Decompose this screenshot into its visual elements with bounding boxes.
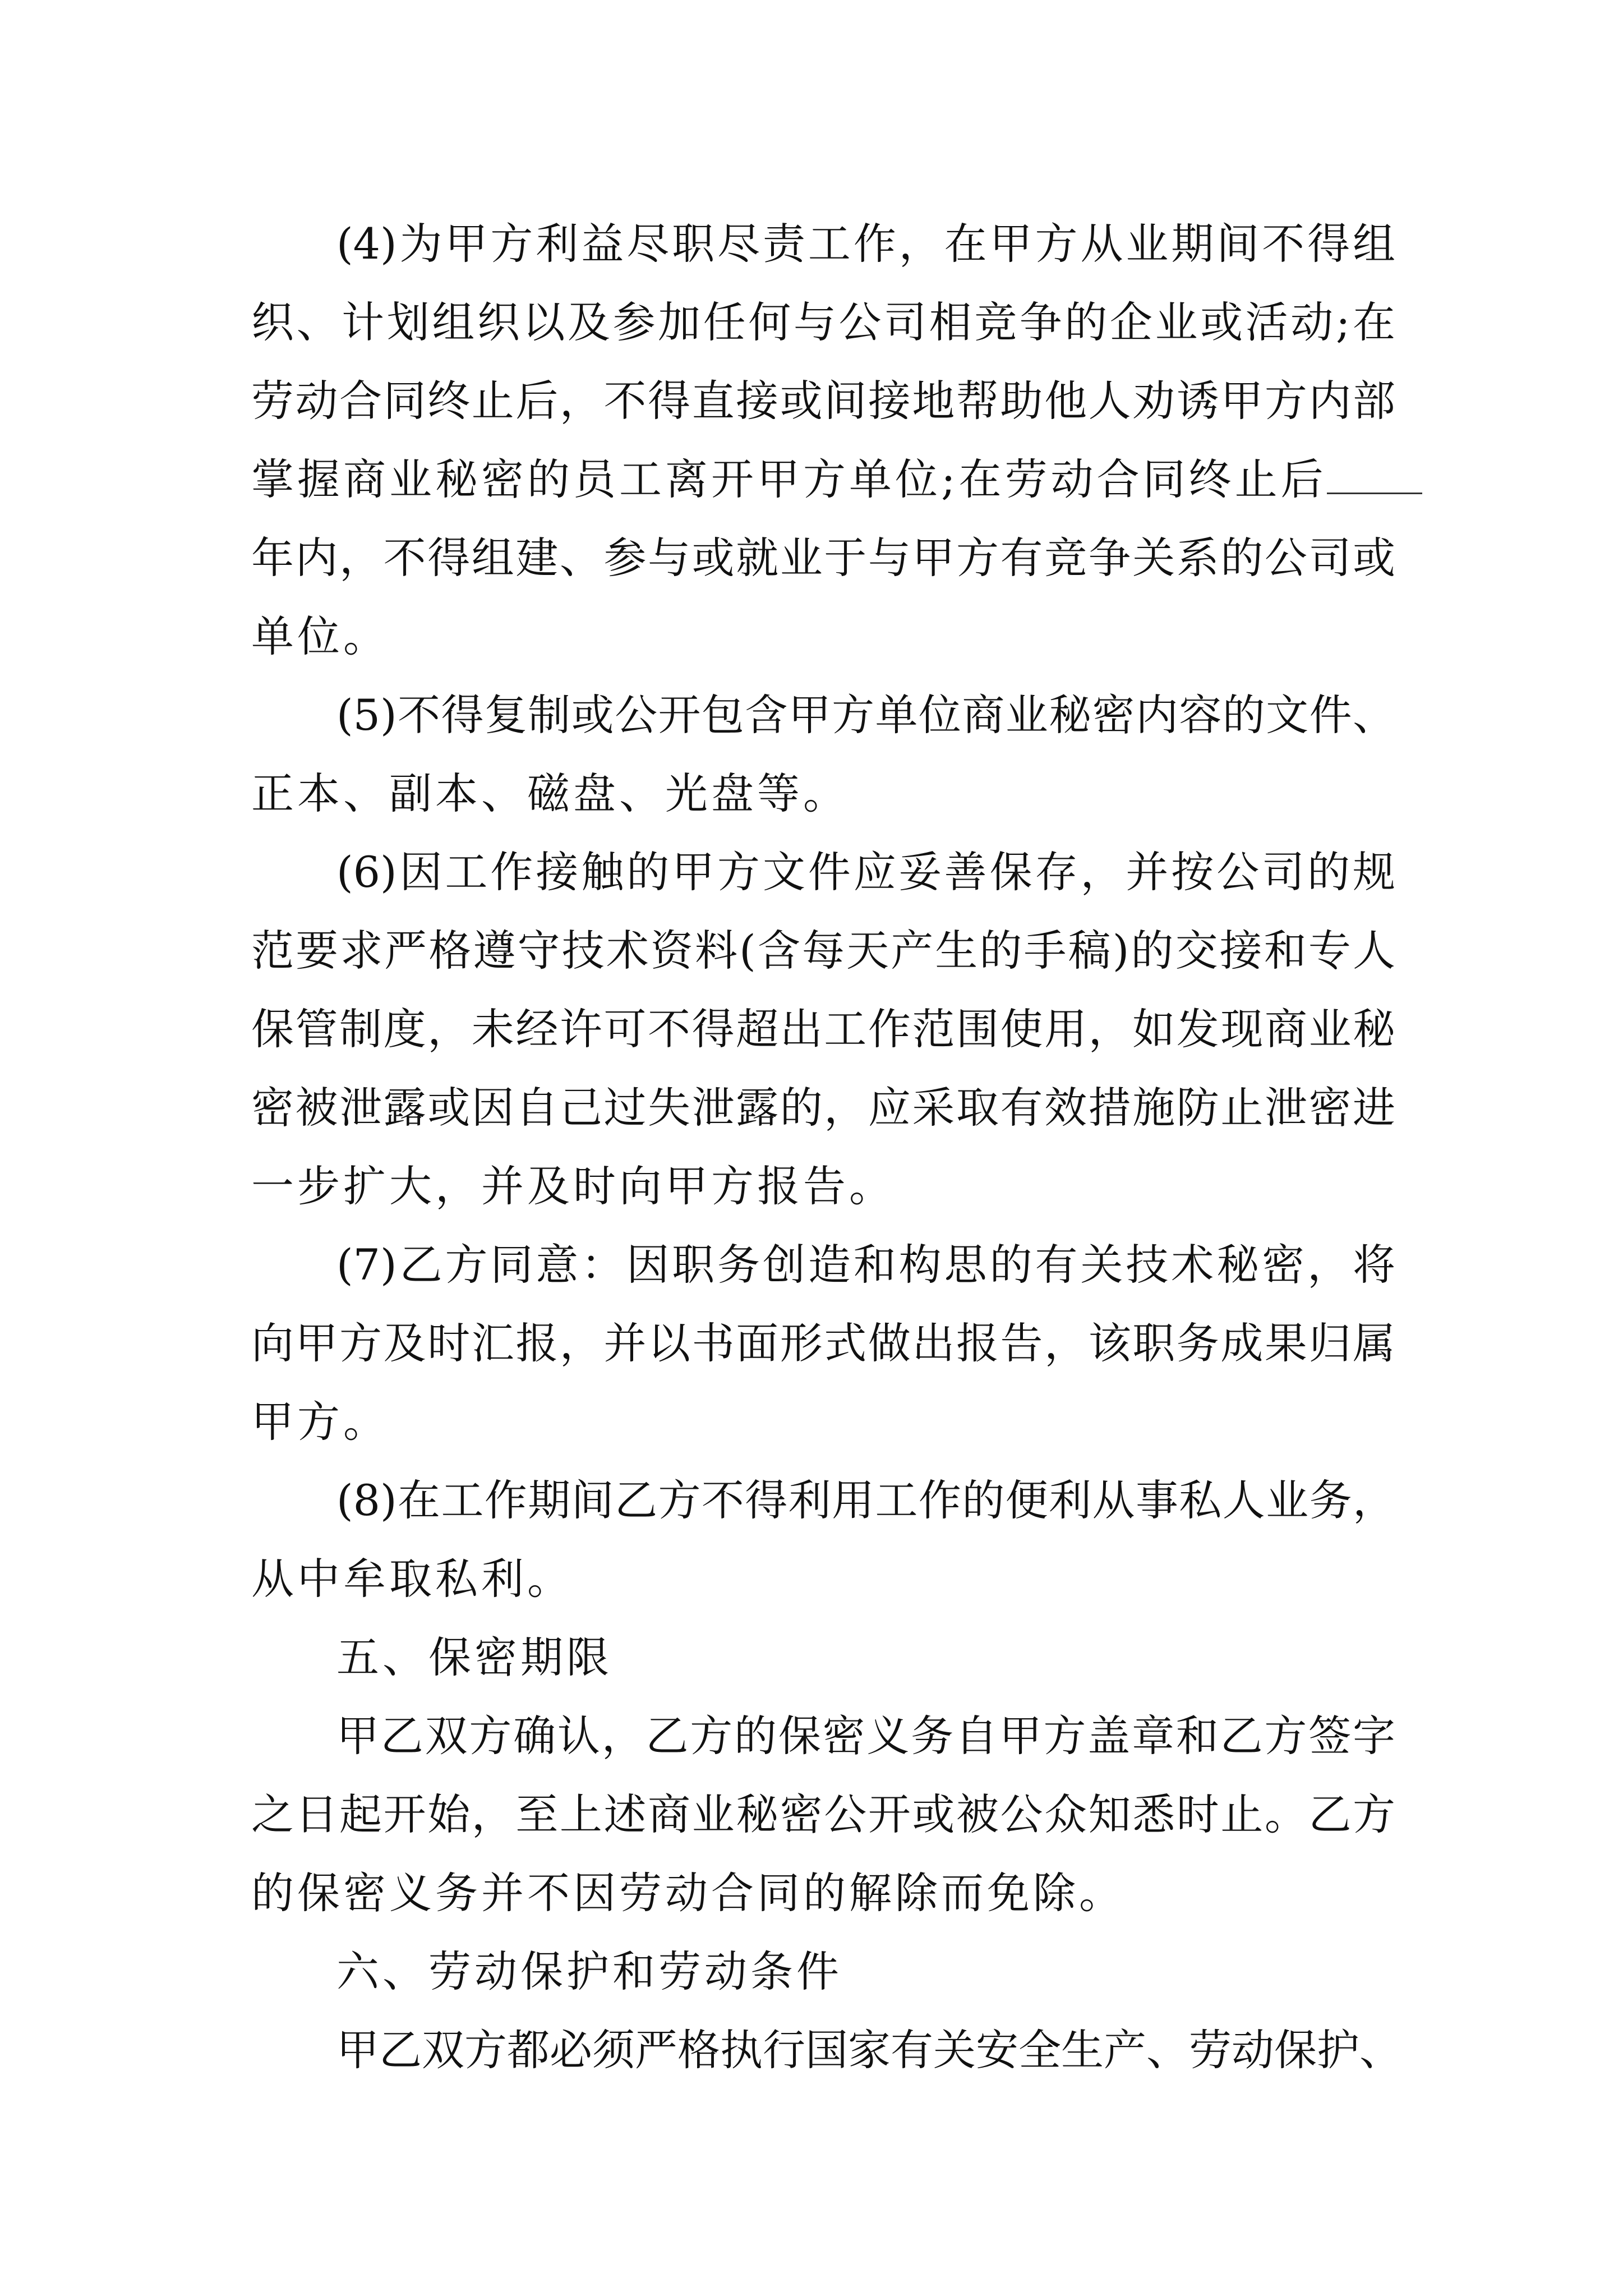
- text-line: 劳动合同终止后，不得直接或间接地帮助他人劝诱甲方内部: [251, 376, 1395, 426]
- text-line: (5)不得复制或公开包含甲方单位商业秘密内容的文件、: [336, 690, 1395, 740]
- section-heading: 五、保密期限: [336, 1632, 612, 1682]
- text-line: 甲方。: [251, 1397, 389, 1447]
- text-line: 的保密义务并不因劳动合同的解除而免除。: [251, 1868, 1125, 1918]
- text-line: 范要求严格遵守技术资料(含每天产生的手稿)的交接和专人: [251, 926, 1395, 976]
- text-line: (6)因工作接触的甲方文件应妥善保存，并按公司的规: [336, 847, 1395, 897]
- fill-in-blank: [1327, 490, 1422, 494]
- text-line: 年内，不得组建、参与或就业于与甲方有竞争关系的公司或: [251, 533, 1395, 583]
- text-line: 甲乙双方确认，乙方的保密义务自甲方盖章和乙方签字: [336, 1711, 1395, 1761]
- text-line: (8)在工作期间乙方不得利用工作的便利从事私人业务，: [336, 1475, 1395, 1525]
- section-heading: 六、劳动保护和劳动条件: [336, 1947, 842, 1996]
- text-line-with-blank: [251, 453, 1395, 507]
- text-line: 向甲方及时汇报，并以书面形式做出报告，该职务成果归属: [251, 1318, 1395, 1368]
- text-line: 之日起开始，至上述商业秘密公开或被公众知悉时止。乙方: [251, 1789, 1395, 1839]
- text-line: 从中牟取私利。: [251, 1554, 573, 1604]
- text-line: 一步扩大，并及时向甲方报告。: [251, 1161, 895, 1211]
- text-line: 甲乙双方都必须严格执行国家有关安全生产、劳动保护、: [336, 2025, 1402, 2075]
- text-line: 保管制度，未经许可不得超出工作范围使用，如发现商业秘: [251, 1004, 1395, 1054]
- text-line: 正本、副本、磁盘、光盘等。: [251, 769, 849, 818]
- text-line: (4)为甲方利益尽职尽责工作，在甲方从业期间不得组: [336, 219, 1395, 269]
- text-line: 密被泄露或因自己过失泄露的，应采取有效措施防止泄密进: [251, 1083, 1395, 1133]
- text-line: (7)乙方同意：因职务创造和构思的有关技术秘密，将: [336, 1240, 1395, 1290]
- text-line: 单位。: [251, 611, 389, 661]
- text-line: 掌握商业秘密的员工离开甲方单位;在劳动合同终止后: [251, 454, 1327, 504]
- text-line: 织、计划组织以及参加任何与公司相竞争的企业或活动;在: [251, 297, 1395, 347]
